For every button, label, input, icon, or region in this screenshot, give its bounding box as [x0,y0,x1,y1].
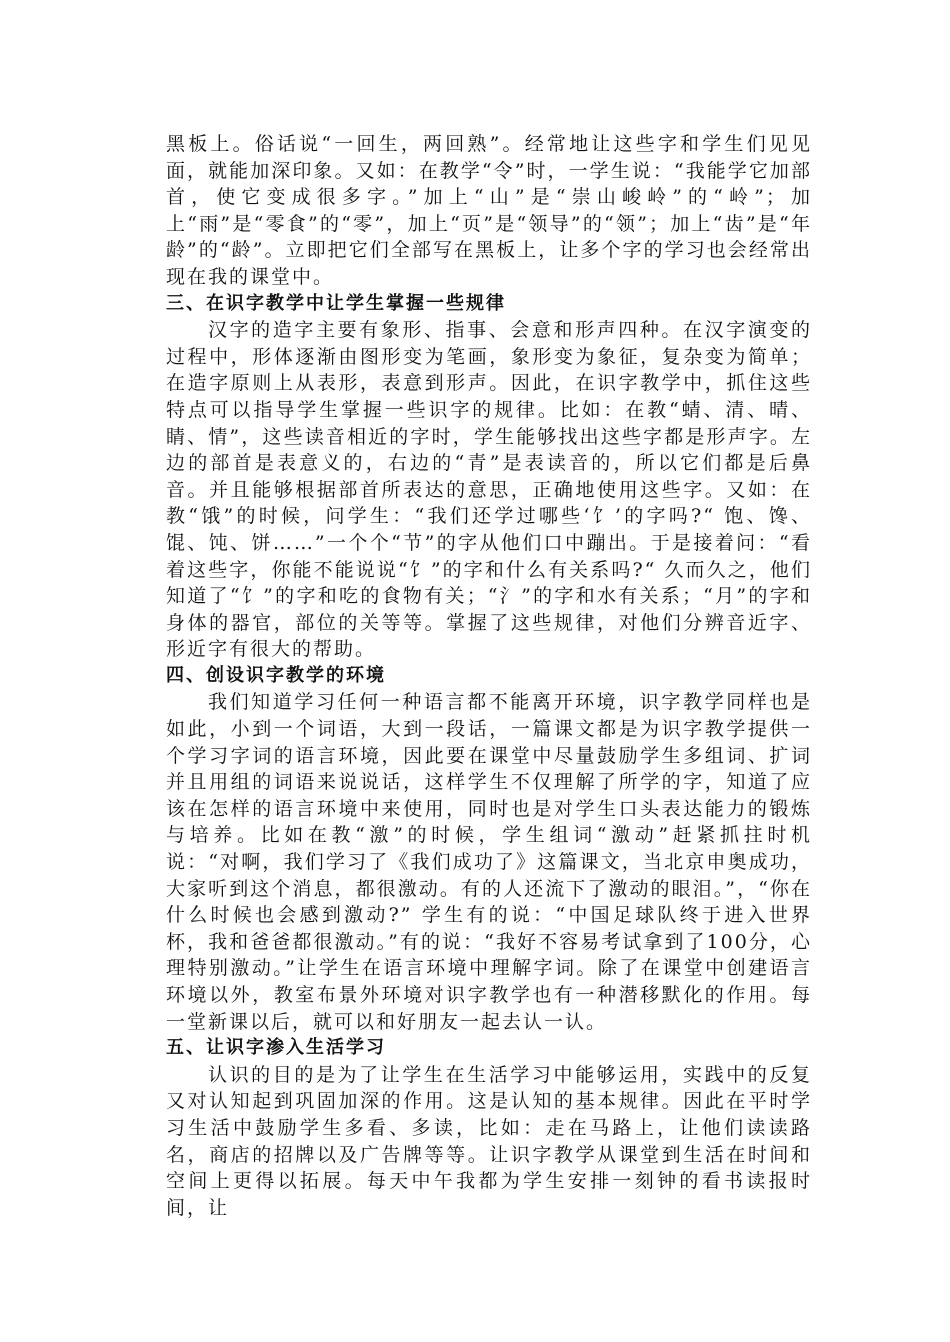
paragraph-section-4: 我们知道学习任何一种语言都不能离开环境，识字教学同样也是如此，小到一个词语，大到一段话，一篇课文都是为识字教学提供一个学习字词的语言环境，因此要在课堂中尽量鼓励学生多组词、扩词并且用组的词语来说说话，这样学生不仅理解了所学的字，知道了应该在怎样的语言环境中来使用，同时也是对学生口头表达能力的锻炼与培养。比如在教“激”的时候，学生组词“激动”赶紧抓拄时机说：“对啊，我们学习了《我们成功了》这篇课文，当北京申奥成功，大家听到这个消息，都很激动。有的人还流下了激动的眼泪。”，“你在什么时候也会感到激动?” 学生有的说：“中国足球队终于进入世界杯，我和爸爸都很激动。”有的说：“我好不容易考试拿到了100分，心理特别激动。”让学生在语言环境中理解字词。除了在课堂中创建语言环境以外，教室布景外环境对识字教学也有一种潜移默化的作用。每一堂新课以后，就可以和好朋友一起去认一认。 [166,691,812,1033]
paragraph-intro: 黑板上。俗话说“一回生，两回熟”。经常地让这些字和学生们见见面，就能加深印象。又如：在教学“令”时，一学生说：“我能学它加部首，使它变成很多字。”加上“山”是“崇山峻岭”的“岭”；加上“雨”是“零食”的“零”，加上“页”是“领导”的“领”；加上“齿”是“年龄”的“龄”。立即把它们全部写在黑板上，让多个字的学习也会经常出现在我的课堂中。 [166,133,812,288]
paragraph-section-5: 认识的目的是为了让学生在生活学习中能够运用，实践中的反复又对认知起到巩固加深的作用。这是认知的基本规律。因此在平时学习生活中鼓励学生多看、多读，比如：走在马路上，让他们读读路名，商店的招牌以及广告牌等等。让识字教学从课堂到生活在时间和空间上更得以拓展。每天中午我都为学生安排一刻钟的看书读报时间，让 [166,1063,812,1219]
document-body [166,131,812,1221]
section-heading-4: 四、创设识字教学的环境 [166,664,386,686]
section-heading-5: 五、让识字渗入生活学习 [166,1037,386,1059]
section-heading-3: 三、在识字教学中让学生掌握一些规律 [166,292,506,314]
paragraph-section-3: 汉字的造字主要有象形、指事、会意和形声四种。在汉字演变的过程中，形体逐渐由图形变为笔画，象形变为象征，复杂变为简单；在造字原则上从表形，表意到形声。因此，在识字教学中，抓住这些特点可以指导学生掌握一些识字的规律。比如：在教“蜻、清、晴、睛、情”，这些读音相近的字时，学生能够找出这些字都是形声字。左边的部首是表意义的，右边的“青”是表读音的，所以它们都是后鼻音。并且能够根据部首所表达的意思，正确地使用这些字。又如：在教“饿”的时候，问学生：“我们还学过哪些‘饣’的字吗?“ 饱、馋、馄、饨、饼……”一个个“节”的字从他们口中蹦出。于是接着问：“看着这些字，你能不能说说“饣”的字和什么有关系吗?“ 久而久之，他们知道了“饣”的字和吃的食物有关；“氵”的字和水有关系；“月”的字和身体的器官，部位的关等等。掌握了这些规律，对他们分辨音近字、形近字有很大的帮助。 [166,319,812,661]
